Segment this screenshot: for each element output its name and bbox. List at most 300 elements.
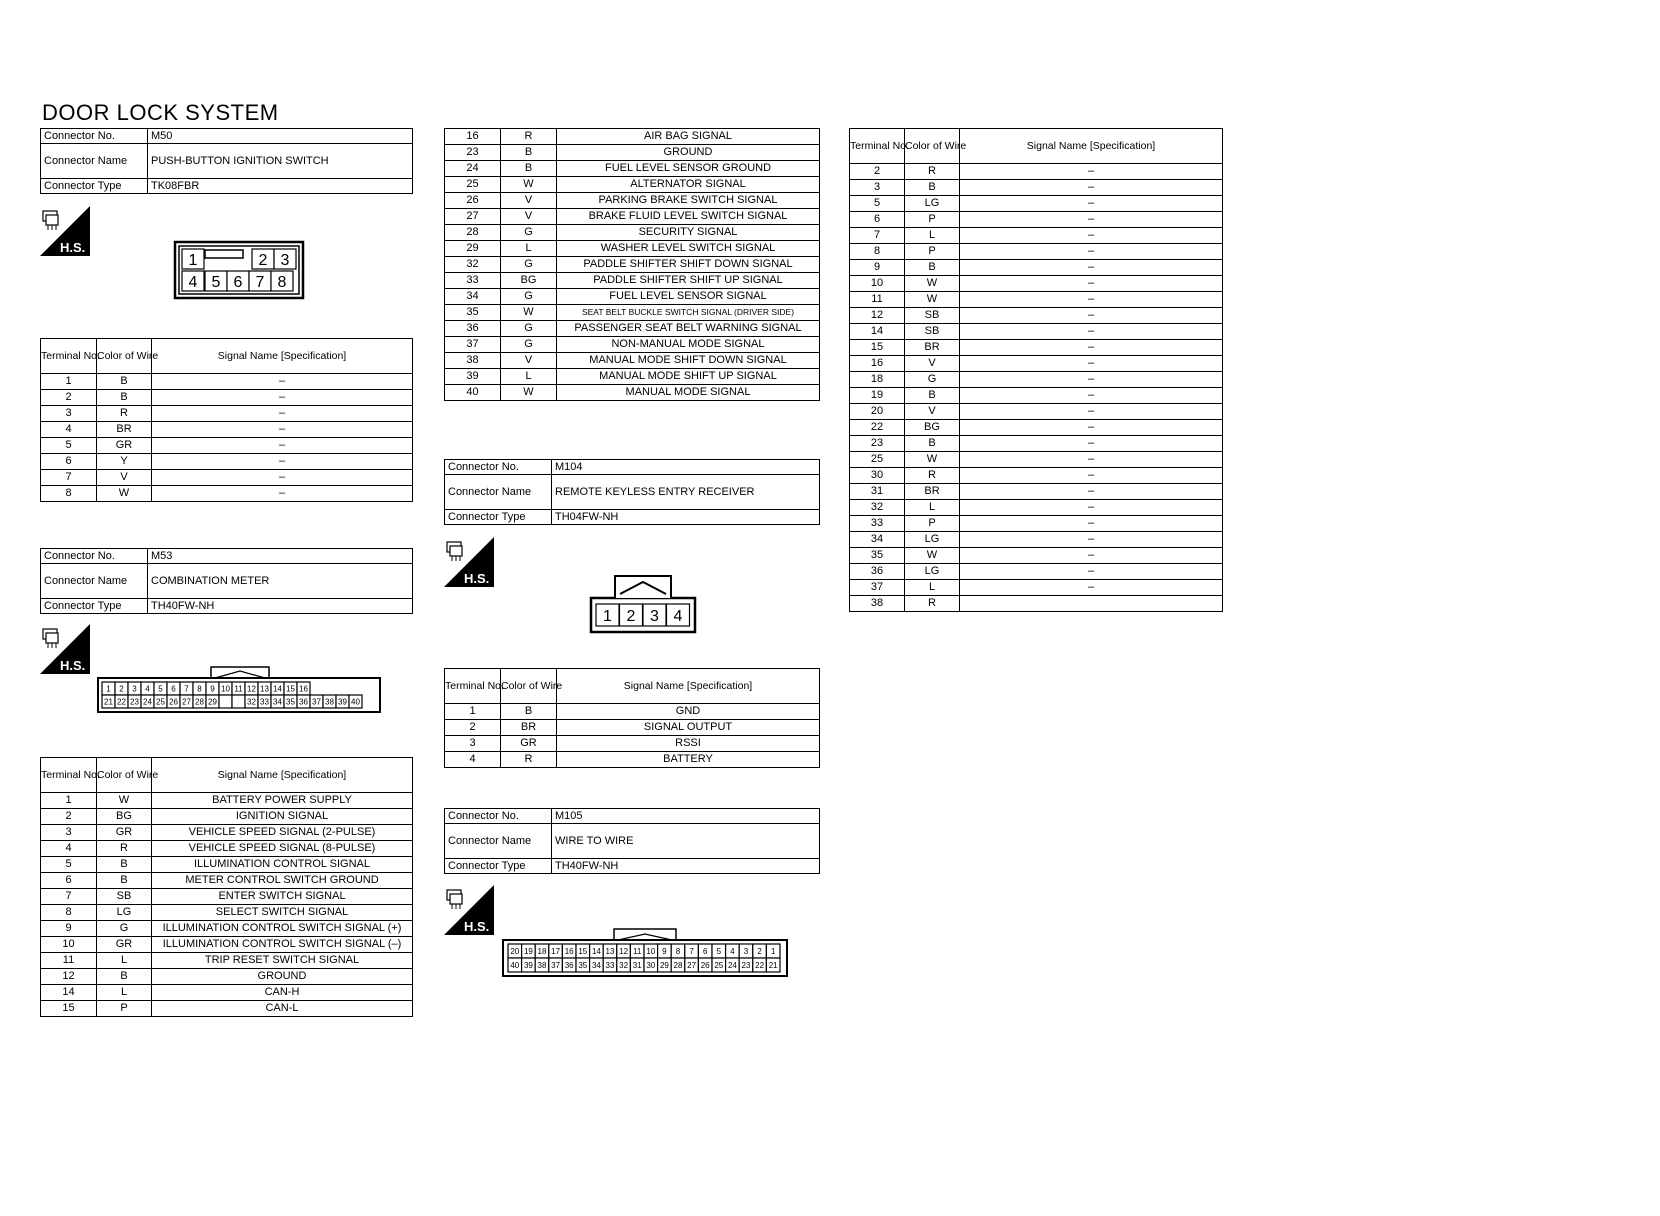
hs-icon [444, 537, 494, 587]
pin-number: 34 [273, 697, 282, 707]
wire-color-cell: W [501, 305, 557, 321]
pin-number: 29 [208, 697, 217, 707]
terminal-cell: 23 [850, 436, 905, 452]
signal-cell: BRAKE FLUID LEVEL SWITCH SIGNAL [557, 209, 820, 225]
wire-color-cell: B [501, 704, 557, 720]
wire-color-cell: LG [905, 564, 960, 580]
pin-number: 39 [523, 960, 533, 970]
signal-cell: IGNITION SIGNAL [152, 809, 413, 825]
signal-cell: CAN-H [152, 985, 413, 1001]
pin-number: 3 [132, 684, 137, 694]
wire-color-cell: W [905, 452, 960, 468]
wire-color-cell: B [97, 390, 152, 406]
terminal-cell: 28 [445, 225, 501, 241]
m104-name: REMOTE KEYLESS ENTRY RECEIVER [552, 475, 820, 510]
table-row [850, 388, 1223, 404]
pin-number: 4 [145, 684, 150, 694]
terminal-cell: 23 [445, 145, 501, 161]
col-terminal: Terminal No. [41, 758, 97, 793]
pin-number: 40 [351, 697, 360, 707]
label-connector-type: Connector Type [41, 599, 148, 614]
wire-color-cell: B [905, 436, 960, 452]
signal-cell: GROUND [557, 145, 820, 161]
pin-number: 29 [659, 960, 669, 970]
terminal-cell: 29 [445, 241, 501, 257]
table-row [445, 273, 820, 289]
table-row [850, 260, 1223, 276]
pin-number: 33 [605, 960, 615, 970]
terminal-cell: 6 [41, 454, 97, 470]
col-terminal: Terminal No. [850, 129, 905, 164]
connector-lock [615, 576, 671, 598]
pin-number: 13 [605, 946, 615, 956]
pin-number: 23 [130, 697, 139, 707]
terminal-cell: 5 [850, 196, 905, 212]
table-row [850, 596, 1223, 612]
terminal-cell: 8 [850, 244, 905, 260]
terminal-cell: 15 [41, 1001, 97, 1017]
terminal-cell: 2 [41, 390, 97, 406]
wire-color-cell: R [905, 596, 960, 612]
wire-color-cell: B [501, 161, 557, 177]
hs-label: H.S. [60, 240, 86, 255]
table-row [445, 241, 820, 257]
table-row [41, 953, 413, 969]
signal-cell: FUEL LEVEL SENSOR GROUND [557, 161, 820, 177]
signal-cell: – [960, 180, 1223, 196]
label-connector-name: Connector Name [41, 564, 148, 599]
wire-color-cell: W [501, 177, 557, 193]
table-row [41, 825, 413, 841]
signal-cell: PADDLE SHIFTER SHIFT UP SIGNAL [557, 273, 820, 289]
pin-number: 24 [143, 697, 152, 707]
m104-connector-diagram [590, 574, 696, 639]
terminal-cell: 12 [850, 308, 905, 324]
terminal-cell: 35 [445, 305, 501, 321]
terminal-cell: 38 [850, 596, 905, 612]
wire-color-cell: L [905, 500, 960, 516]
table-row [850, 212, 1223, 228]
pin-number: 30 [646, 960, 656, 970]
terminal-cell: 6 [41, 873, 97, 889]
terminal-cell: 4 [445, 752, 501, 768]
table-row [445, 193, 820, 209]
pin-number: 15 [286, 684, 295, 694]
signal-cell: – [960, 564, 1223, 580]
signal-cell: BATTERY [557, 752, 820, 768]
wire-color-cell: G [501, 321, 557, 337]
table-row [445, 720, 820, 736]
table-row [41, 921, 413, 937]
table-row [41, 841, 413, 857]
wire-color-cell: P [905, 212, 960, 228]
wire-color-cell: W [905, 292, 960, 308]
terminal-cell: 30 [850, 468, 905, 484]
signal-cell: VEHICLE SPEED SIGNAL (8-PULSE) [152, 841, 413, 857]
terminal-cell: 22 [850, 420, 905, 436]
pin-number: 35 [286, 697, 295, 707]
signal-cell: – [152, 470, 413, 486]
signal-cell: ILLUMINATION CONTROL SWITCH SIGNAL (+) [152, 921, 413, 937]
pin-number: 38 [537, 960, 547, 970]
wire-color-cell: R [501, 752, 557, 768]
terminal-cell: 1 [41, 374, 97, 390]
label-connector-type: Connector Type [445, 859, 552, 874]
signal-cell: GND [557, 704, 820, 720]
wire-color-cell: BR [501, 720, 557, 736]
table-row [445, 353, 820, 369]
table-row [850, 564, 1223, 580]
col-color: Color of Wire [905, 129, 960, 164]
terminal-cell: 4 [41, 841, 97, 857]
terminal-cell: 5 [41, 857, 97, 873]
pin-number: 26 [169, 697, 178, 707]
label-connector-no: Connector No. [445, 460, 552, 475]
wire-color-cell: GR [501, 736, 557, 752]
pin-number: 3 [280, 251, 290, 269]
terminal-cell: 37 [850, 580, 905, 596]
pin-number: 14 [591, 946, 601, 956]
signal-cell: ENTER SWITCH SIGNAL [152, 889, 413, 905]
signal-cell: – [152, 422, 413, 438]
terminal-cell: 12 [41, 969, 97, 985]
terminal-cell: 3 [850, 180, 905, 196]
wire-color-cell: B [905, 180, 960, 196]
col-color: Color of Wire [97, 339, 152, 374]
wire-color-cell: B [905, 260, 960, 276]
pin-number: 2 [626, 607, 636, 625]
terminal-cell: 40 [445, 385, 501, 401]
terminal-cell: 3 [41, 825, 97, 841]
col-terminal: Terminal No. [41, 339, 97, 374]
terminal-cell: 35 [850, 548, 905, 564]
connector-lock [215, 671, 265, 678]
label-connector-name: Connector Name [445, 475, 552, 510]
table-row [41, 438, 413, 454]
terminal-cell: 4 [41, 422, 97, 438]
wire-color-cell: W [905, 548, 960, 564]
terminal-cell: 3 [445, 736, 501, 752]
table-row [445, 257, 820, 273]
signal-cell: – [960, 452, 1223, 468]
table-row [41, 793, 413, 809]
table-row [445, 161, 820, 177]
terminal-cell: 11 [41, 953, 97, 969]
pin-number: 8 [197, 684, 202, 694]
table-row [41, 809, 413, 825]
table-row [41, 969, 413, 985]
pin-number: 16 [299, 684, 308, 694]
terminal-cell: 14 [850, 324, 905, 340]
pin-number: 39 [338, 697, 347, 707]
signal-cell: TRIP RESET SWITCH SIGNAL [152, 953, 413, 969]
signal-cell: CAN-L [152, 1001, 413, 1017]
pin-number: 25 [714, 960, 724, 970]
pin-number: 28 [195, 697, 204, 707]
pin-number: 1 [106, 684, 111, 694]
signal-cell: – [960, 484, 1223, 500]
wire-color-cell: P [905, 516, 960, 532]
m50-name: PUSH-BUTTON IGNITION SWITCH [148, 144, 413, 179]
signal-cell: SIGNAL OUTPUT [557, 720, 820, 736]
pin-number: 20 [510, 946, 520, 956]
wire-color-cell: B [97, 969, 152, 985]
signal-cell: GROUND [152, 969, 413, 985]
wire-color-cell: P [97, 1001, 152, 1017]
wire-color-cell: W [97, 486, 152, 502]
signal-cell: FUEL LEVEL SENSOR SIGNAL [557, 289, 820, 305]
wire-color-cell: BG [905, 420, 960, 436]
m105-connector-diagram [502, 926, 788, 983]
pin-number: 36 [299, 697, 308, 707]
pin-number: 23 [741, 960, 751, 970]
wire-color-cell: LG [97, 905, 152, 921]
terminal-cell: 34 [850, 532, 905, 548]
m53-no: M53 [148, 549, 413, 564]
wire-color-cell: L [97, 953, 152, 969]
pin-number: 1 [770, 946, 776, 956]
signal-cell: – [960, 228, 1223, 244]
wire-color-cell: L [501, 369, 557, 385]
terminal-cell: 8 [41, 905, 97, 921]
signal-cell: – [960, 404, 1223, 420]
table-row [445, 177, 820, 193]
pin-number: 1 [603, 607, 612, 625]
table-row [445, 736, 820, 752]
pin-cell [232, 695, 245, 708]
signal-cell: – [960, 260, 1223, 276]
wire-color-cell: L [97, 985, 152, 1001]
pin-number: 10 [221, 684, 230, 694]
signal-cell: – [960, 196, 1223, 212]
wire-color-cell: V [97, 470, 152, 486]
pin-number: 33 [260, 697, 269, 707]
pin-number: 14 [273, 684, 282, 694]
signal-cell: ALTERNATOR SIGNAL [557, 177, 820, 193]
wire-color-cell: V [501, 193, 557, 209]
table-row [41, 937, 413, 953]
terminal-cell: 25 [850, 452, 905, 468]
wire-color-cell: W [501, 385, 557, 401]
table-row [41, 454, 413, 470]
wire-color-cell: V [501, 209, 557, 225]
terminal-cell: 39 [445, 369, 501, 385]
table-row [41, 857, 413, 873]
signal-cell: – [960, 372, 1223, 388]
terminal-cell: 2 [850, 164, 905, 180]
wire-color-cell: R [501, 129, 557, 145]
table-row [850, 276, 1223, 292]
wire-color-cell: LG [905, 532, 960, 548]
pin-number: 24 [727, 960, 737, 970]
terminal-cell: 3 [41, 406, 97, 422]
pin-number: 32 [247, 697, 256, 707]
signal-cell: MANUAL MODE SHIFT UP SIGNAL [557, 369, 820, 385]
terminal-cell: 18 [850, 372, 905, 388]
table-row [445, 321, 820, 337]
signal-cell: – [152, 438, 413, 454]
pin-number: 2 [258, 251, 268, 269]
page-title: DOOR LOCK SYSTEM [42, 100, 279, 125]
table-row [41, 390, 413, 406]
table-row [850, 372, 1223, 388]
table-row [41, 422, 413, 438]
table-row [850, 404, 1223, 420]
signal-cell: ILLUMINATION CONTROL SWITCH SIGNAL (–) [152, 937, 413, 953]
pin-number: 15 [578, 946, 588, 956]
table-row [850, 196, 1223, 212]
terminal-cell: 37 [445, 337, 501, 353]
pin-number: 9 [210, 684, 215, 694]
wire-color-cell: G [501, 257, 557, 273]
terminal-cell: 7 [41, 470, 97, 486]
terminal-cell: 16 [850, 356, 905, 372]
signal-cell: – [960, 436, 1223, 452]
table-row [850, 340, 1223, 356]
pin-number: 21 [104, 697, 113, 707]
pin-number: 4 [730, 946, 735, 956]
terminal-cell: 26 [445, 193, 501, 209]
m50-connector-diagram [174, 241, 304, 304]
signal-cell: MANUAL MODE SIGNAL [557, 385, 820, 401]
m104-table [444, 668, 820, 768]
pin-number: 12 [247, 684, 256, 694]
m53-info [40, 548, 413, 614]
pin-number: 25 [156, 697, 165, 707]
signal-cell: – [960, 468, 1223, 484]
pin-number: 5 [716, 946, 722, 956]
table-row [850, 500, 1223, 516]
wire-color-cell: G [501, 337, 557, 353]
signal-cell: – [960, 308, 1223, 324]
m50-no: M50 [148, 129, 413, 144]
signal-cell: – [152, 374, 413, 390]
wire-color-cell: L [905, 580, 960, 596]
pin-number: 18 [537, 946, 547, 956]
wire-color-cell: G [905, 372, 960, 388]
signal-cell: PADDLE SHIFTER SHIFT DOWN SIGNAL [557, 257, 820, 273]
pin-number: 17 [551, 946, 561, 956]
signal-cell: – [960, 340, 1223, 356]
wire-color-cell: SB [905, 324, 960, 340]
wire-color-cell: BR [905, 340, 960, 356]
wire-color-cell: P [905, 244, 960, 260]
pin-number: 2 [119, 684, 124, 694]
connector-lock [205, 250, 243, 258]
terminal-cell: 7 [41, 889, 97, 905]
signal-cell: – [152, 486, 413, 502]
wire-color-cell: BR [905, 484, 960, 500]
m53-table-a [40, 757, 413, 1017]
signal-cell: – [152, 454, 413, 470]
table-row [41, 406, 413, 422]
terminal-cell: 6 [850, 212, 905, 228]
signal-cell: – [960, 276, 1223, 292]
wire-color-cell: V [905, 356, 960, 372]
terminal-cell: 20 [850, 404, 905, 420]
pin-number: 31 [632, 960, 642, 970]
wire-color-cell: G [97, 921, 152, 937]
signal-cell: – [960, 548, 1223, 564]
m105-type: TH40FW-NH [552, 859, 820, 874]
terminal-cell: 9 [850, 260, 905, 276]
terminal-cell: 9 [41, 921, 97, 937]
m105-table [849, 128, 1223, 612]
signal-cell: – [960, 500, 1223, 516]
col-signal: Signal Name [Specification] [152, 758, 413, 793]
signal-cell: – [960, 580, 1223, 596]
pin-number: 5 [211, 273, 221, 291]
signal-cell: – [960, 356, 1223, 372]
label-connector-type: Connector Type [445, 510, 552, 525]
pin-number: 22 [117, 697, 126, 707]
terminal-cell: 33 [850, 516, 905, 532]
col-terminal: Terminal No. [445, 669, 501, 704]
table-row [41, 985, 413, 1001]
signal-cell: – [152, 406, 413, 422]
signal-cell: SELECT SWITCH SIGNAL [152, 905, 413, 921]
wire-color-cell: GR [97, 438, 152, 454]
m50-type: TK08FBR [148, 179, 413, 194]
terminal-cell: 33 [445, 273, 501, 289]
col-color: Color of Wire [97, 758, 152, 793]
table-row [41, 374, 413, 390]
signal-cell: RSSI [557, 736, 820, 752]
pin-number: 9 [662, 946, 667, 956]
table-row [41, 905, 413, 921]
col-signal: Signal Name [Specification] [557, 669, 820, 704]
label-connector-name: Connector Name [445, 824, 552, 859]
wire-color-cell: L [905, 228, 960, 244]
pin-number: 38 [325, 697, 334, 707]
pin-number: 26 [700, 960, 710, 970]
table-row [445, 209, 820, 225]
m53-table-b [444, 128, 820, 401]
col-signal: Signal Name [Specification] [152, 339, 413, 374]
wire-color-cell: B [97, 873, 152, 889]
m50-table [40, 338, 413, 502]
terminal-cell: 1 [41, 793, 97, 809]
signal-cell: SECURITY SIGNAL [557, 225, 820, 241]
wire-color-cell: SB [97, 889, 152, 905]
pin-number: 6 [233, 273, 243, 291]
wire-color-cell: W [905, 276, 960, 292]
pin-number: 21 [768, 960, 778, 970]
table-row [445, 369, 820, 385]
signal-cell: MANUAL MODE SHIFT DOWN SIGNAL [557, 353, 820, 369]
table-row [850, 308, 1223, 324]
signal-cell: ILLUMINATION CONTROL SIGNAL [152, 857, 413, 873]
label-connector-no: Connector No. [41, 129, 148, 144]
m105-name: WIRE TO WIRE [552, 824, 820, 859]
hs-label: H.S. [60, 658, 86, 673]
wire-color-cell: L [501, 241, 557, 257]
signal-cell: VEHICLE SPEED SIGNAL (2-PULSE) [152, 825, 413, 841]
table-row [850, 532, 1223, 548]
pin-number: 12 [619, 946, 629, 956]
wire-color-cell: LG [905, 196, 960, 212]
wire-color-cell: V [905, 404, 960, 420]
pin-number: 1 [188, 251, 198, 269]
wire-color-cell: V [501, 353, 557, 369]
pin-number: 8 [277, 273, 287, 291]
col-signal: Signal Name [Specification] [960, 129, 1223, 164]
m104-info [444, 459, 820, 525]
table-row [850, 468, 1223, 484]
terminal-cell: 15 [850, 340, 905, 356]
table-row [445, 704, 820, 720]
signal-cell: – [960, 420, 1223, 436]
